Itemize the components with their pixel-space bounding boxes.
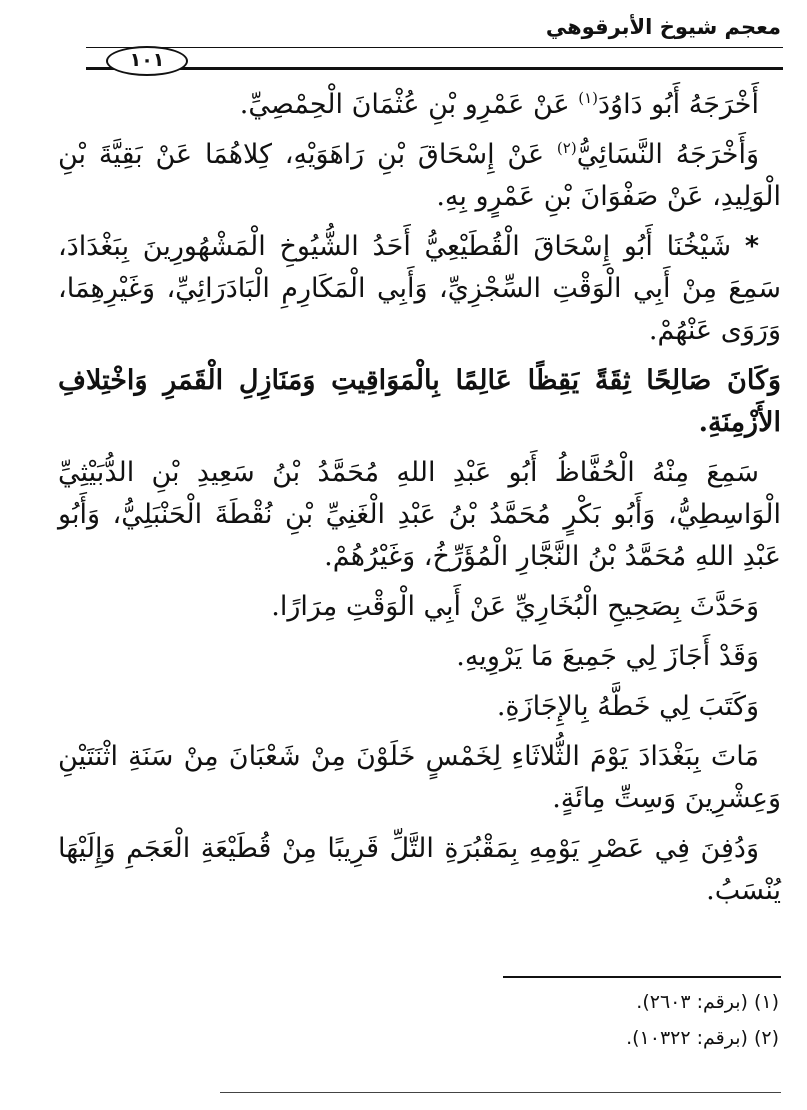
paragraph-death bbox=[58, 736, 781, 820]
paragraph-ijaza bbox=[58, 636, 781, 678]
paragraph-text: سَمِعَ مِنْهُ الْحُفَّاظُ أَبُو عَبْدِ اللهِ مُحَمَّدُ بْنُ سَعِيدِ بْنِ الدُّبَيْثِيِّ الْوَاسِطِيُّ، وَأَبُو بَكْرٍ مُحَمَّدُ بْنُ عَبْدِ الْغَنِيِّ بْنِ نُقْطَةَ الْحَنْبَلِيُّ، وَأَبُو عَبْدِ اللهِ مُحَمَّدُ بْنُ النَّجَّارِ الْمُؤَرِّخُ، وَغَيْرُهُمْ. bbox=[58, 457, 781, 572]
paragraph-nasai bbox=[58, 134, 781, 218]
paragraph-text: عَنْ إِسْحَاقَ بْنِ رَاهَوَيْهِ، كِلاهُمَا عَنْ بَقِيَّةَ بْنِ الْوَلِيدِ، عَنْ صَفْوَانَ بْنِ عَمْرٍو بِهِ. bbox=[58, 139, 781, 212]
running-title: معجم شيوخ الأبرقوهي bbox=[545, 15, 781, 39]
paragraph-text: وَحَدَّثَ بِصَحِيحِ الْبُخَارِيِّ عَنْ أَبِي الْوَقْتِ مِرَارًا. bbox=[271, 591, 759, 622]
footnote-2 bbox=[200, 1020, 779, 1056]
header-rule-bottom bbox=[86, 67, 783, 70]
paragraph-text: وَكَانَ صَالِحًا ثِقَةً يَقِظًا عَالِمًا بِالْمَوَاقِيتِ وَمَنَازِلِ الْقَمَرِ وَاخْتِلافِ الأَزْمِنَةِ. bbox=[58, 365, 781, 438]
footnotes bbox=[200, 984, 779, 1056]
footnote-1 bbox=[200, 984, 779, 1020]
bottom-rule bbox=[220, 1092, 781, 1093]
footnote-text: (برقم: ٢٦٠٣). bbox=[636, 991, 748, 1013]
entry-star-icon: * bbox=[744, 231, 759, 262]
paragraph-students bbox=[58, 452, 781, 578]
paragraph-shaykh-intro bbox=[58, 226, 781, 352]
page-number: ١٠١ bbox=[106, 46, 188, 76]
paragraph-text: شَيْخُنَا أَبُو إِسْحَاقَ الْقُطَيْعِيُّ أَحَدُ الشُّيُوخِ الْمَشْهُورِينَ بِبَغْدَادَ، سَمِعَ مِنْ أَبِي الْوَقْتِ السِّجْزِيِّ، وَأَبِي الْمَكَارِمِ الْبَادَرَائِيِّ، وَغَيْرِهِمَا، وَرَوَى عَنْهُمْ. bbox=[58, 231, 781, 346]
paragraph-text: مَاتَ بِبَغْدَادَ يَوْمَ الثُّلاثَاءِ لِخَمْسٍ خَلَوْنَ مِنْ شَعْبَانَ مِنْ سَنَةِ اثْنَتَيْنِ وَعِشْرِينَ وَسِتِّ مِائَةٍ. bbox=[58, 741, 781, 814]
body-text bbox=[58, 84, 781, 920]
header-rule-top bbox=[86, 47, 783, 48]
paragraph-text: وَقَدْ أَجَازَ لِي جَمِيعَ مَا يَرْوِيهِ. bbox=[456, 641, 759, 672]
paragraph-text: عَنْ عَمْرِو بْنِ عُثْمَانَ الْحِمْصِيِّ. bbox=[239, 89, 579, 120]
footnote-ref-2[interactable]: (٢) bbox=[556, 139, 577, 157]
footnote-divider bbox=[503, 976, 781, 978]
paragraph-text: وَأَخْرَجَهُ النَّسَائِيُّ bbox=[576, 139, 759, 170]
footnote-number: (١) bbox=[753, 991, 779, 1013]
paragraph-bukhari bbox=[58, 586, 781, 628]
paragraph-description bbox=[58, 360, 781, 444]
footnote-ref-1[interactable]: (١) bbox=[578, 89, 599, 107]
paragraph-burial bbox=[58, 828, 781, 912]
paragraph-text: وَكَتَبَ لِي خَطَّهُ بِالإِجَازَةِ. bbox=[496, 691, 759, 722]
paragraph-handwriting bbox=[58, 686, 781, 728]
paragraph-text: وَدُفِنَ فِي عَصْرِ يَوْمِهِ بِمَقْبُرَةِ التَّلِّ قَرِيبًا مِنْ قُطَيْعَةِ الْعَجَمِ وَإِلَيْهَا يُنْسَبُ. bbox=[58, 833, 781, 906]
paragraph-abu-dawud bbox=[58, 84, 781, 126]
footnote-text: (برقم: ١٠٣٢٢). bbox=[626, 1027, 748, 1049]
footnote-number: (٢) bbox=[753, 1027, 779, 1049]
paragraph-text: أَخْرَجَهُ أَبُو دَاوُدَ bbox=[598, 89, 759, 120]
